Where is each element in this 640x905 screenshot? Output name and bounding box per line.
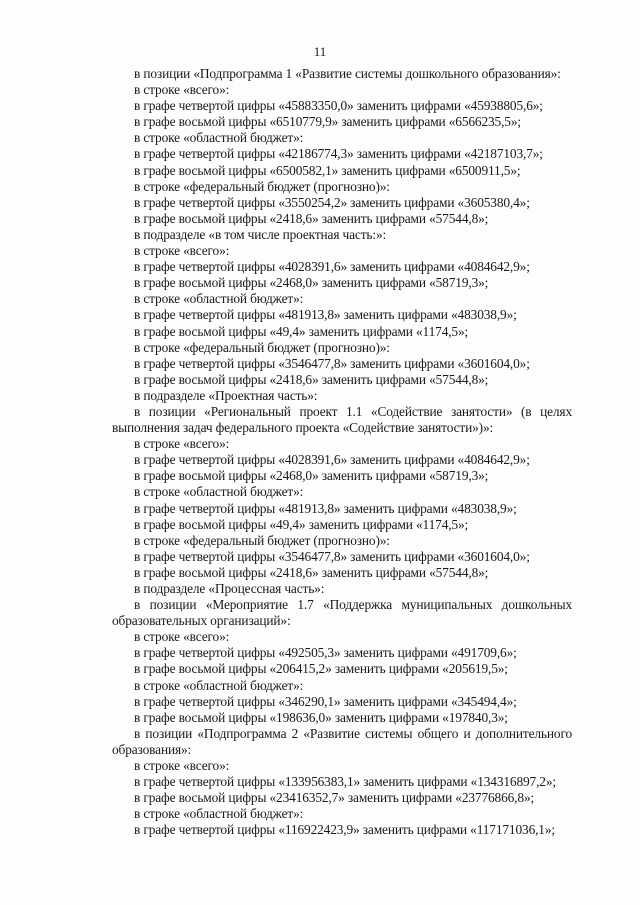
text-line: в графе четвертой цифры «3550254,2» заменить цифрами «3605380,4»; bbox=[134, 194, 530, 210]
text-line: в графе четвертой цифры «481913,8» заменить цифрами «483038,9»; bbox=[134, 500, 517, 516]
page-number: 11 bbox=[313, 44, 327, 59]
text-line: в графе четвертой цифры «346290,1» заменить цифрами «345494,4»; bbox=[134, 693, 517, 709]
text-line: в графе четвертой цифры «481913,8» заменить цифрами «483038,9»; bbox=[134, 307, 517, 323]
text-line: в графе восьмой цифры «198636,0» заменить цифрами «197840,3»; bbox=[134, 709, 508, 725]
text-line: в графе восьмой цифры «6510779,9» заменить цифрами «6566235,5»; bbox=[134, 114, 521, 130]
text-line: в позиции «Подпрограмма 1 «Развитие системы дошкольного образования»: bbox=[134, 66, 561, 81]
document-body bbox=[112, 66, 572, 839]
text-line: в графе восьмой цифры «2468,0» заменить цифрами «58719,3»; bbox=[134, 275, 489, 291]
text-line: в графе восьмой цифры «23416352,7» заменить цифрами «23776866,8»; bbox=[134, 790, 535, 806]
text-line: в графе четвертой цифры «492505,3» заменить цифрами «491709,6»; bbox=[134, 645, 517, 661]
text-line: в графе четвертой цифры «4028391,6» заменить цифрами «4084642,9»; bbox=[134, 259, 530, 275]
text-line: в графе восьмой цифры «2418,6» заменить цифрами «57544,8»; bbox=[134, 210, 489, 226]
text-line: в графе восьмой цифры «2418,6» заменить цифрами «57544,8»; bbox=[134, 564, 489, 580]
text-line: в графе четвертой цифры «4028391,6» заменить цифрами «4084642,9»; bbox=[134, 452, 530, 468]
text-line: в графе восьмой цифры «49,4» заменить цифрами «1174,5»; bbox=[134, 516, 469, 532]
text-line: в строке «федеральный бюджет (прогнозно)»: bbox=[134, 339, 390, 355]
text-line: в строке «областной бюджет»: bbox=[134, 291, 304, 307]
text-line: в строке «всего»: bbox=[134, 758, 230, 774]
text-line: в графе четвертой цифры «3546477,8» заменить цифрами «3601604,0»; bbox=[134, 548, 530, 564]
text-line: в строке «областной бюджет»: bbox=[134, 484, 304, 500]
text-line: в строке «всего»: bbox=[134, 436, 230, 452]
text-line: в строке «федеральный бюджет (прогнозно)»: bbox=[134, 178, 390, 194]
text-line: образования»: bbox=[112, 741, 192, 757]
text-line: в позиции «Подпрограмма 2 «Развитие системы общего и дополнительного bbox=[134, 725, 572, 741]
text-line: в подразделе «Процессная часть»: bbox=[134, 581, 325, 596]
text-line: в графе четвертой цифры «45883350,0» заменить цифрами «45938805,6»; bbox=[134, 98, 543, 114]
text-line: в графе четвертой цифры «3546477,8» заменить цифрами «3601604,0»; bbox=[134, 355, 530, 371]
text-line: в графе восьмой цифры «206415,2» заменить цифрами «205619,5»; bbox=[134, 661, 508, 677]
text-line: в строке «областной бюджет»: bbox=[134, 130, 304, 146]
text-line: в графе четвертой цифры «133956383,1» заменить цифрами «134316897,2»; bbox=[134, 774, 556, 790]
text-line: в позиции «Региональный проект 1.1 «Содействие занятости» (в целях bbox=[134, 403, 572, 419]
text-line: в позиции «Мероприятие 1.7 «Поддержка муниципальных дошкольных bbox=[134, 597, 572, 613]
text-line: в строке «всего»: bbox=[134, 629, 230, 645]
text-line: в графе восьмой цифры «49,4» заменить цифрами «1174,5»; bbox=[134, 323, 469, 339]
text-line: в строке «областной бюджет»: bbox=[134, 806, 304, 822]
text-line: в графе четвертой цифры «42186774,3» заменить цифрами «42187103,7»; bbox=[134, 146, 543, 162]
text-line: в подразделе «в том числе проектная часть:»: bbox=[134, 226, 387, 242]
text-line: в строке «всего»: bbox=[134, 243, 230, 259]
text-line: в графе восьмой цифры «2418,6» заменить цифрами «57544,8»; bbox=[134, 371, 489, 387]
text-line: образовательных организаций»: bbox=[112, 613, 291, 629]
text-line: в строке «всего»: bbox=[134, 82, 230, 98]
text-line: в строке «федеральный бюджет (прогнозно)»: bbox=[134, 532, 390, 548]
text-line: в подразделе «Проектная часть»: bbox=[134, 387, 318, 403]
text-line: выполнения задач федерального проекта «Содействие занятости»)»: bbox=[112, 420, 494, 436]
text-line: в графе восьмой цифры «2468,0» заменить цифрами «58719,3»; bbox=[134, 468, 489, 484]
text-line: в графе восьмой цифры «6500582,1» заменить цифрами «6500911,5»; bbox=[134, 162, 521, 178]
text-line: в строке «областной бюджет»: bbox=[134, 677, 304, 693]
text-line: в графе четвертой цифры «116922423,9» заменить цифрами «117171036,1»; bbox=[134, 822, 555, 838]
